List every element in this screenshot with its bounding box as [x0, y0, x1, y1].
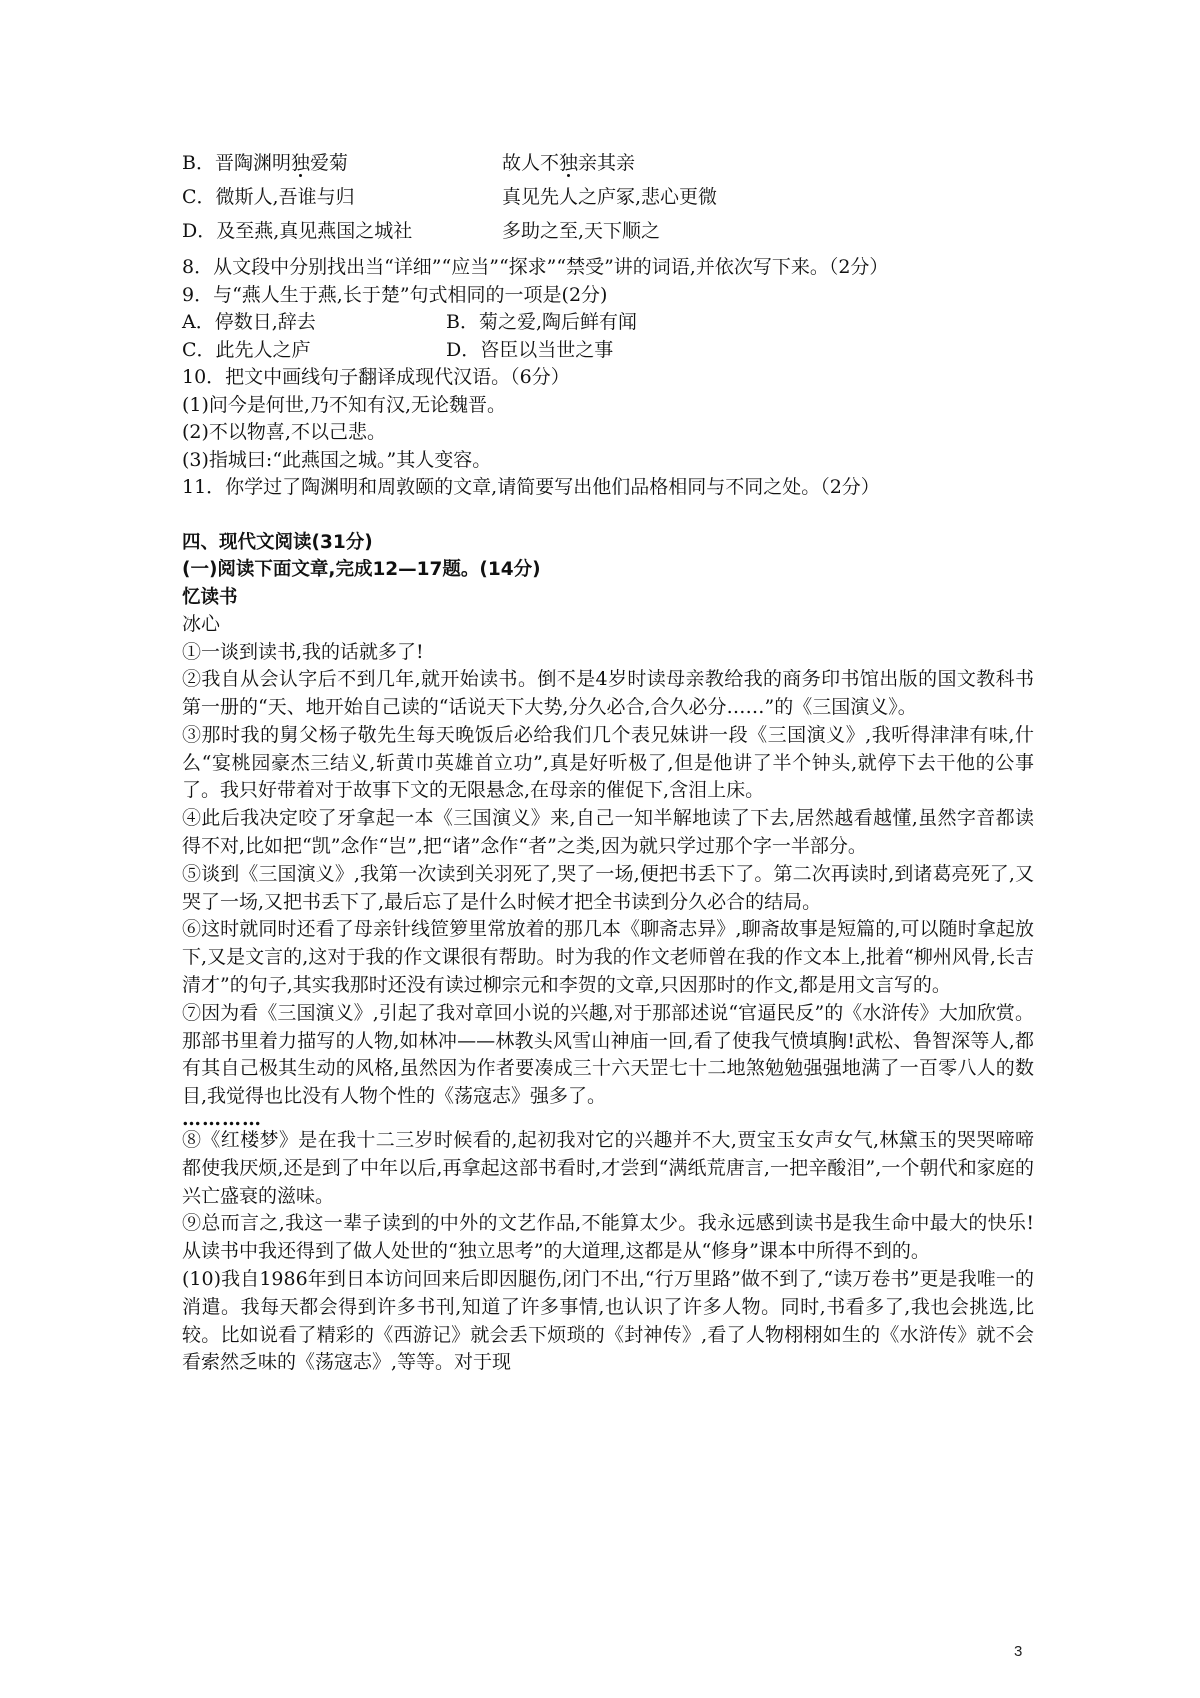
- q9-choice-b: B．菊之爱,陶后鲜有闻: [446, 311, 638, 333]
- question-9: 9．与“燕人生于燕,长于楚”句式相同的一项是(2分): [182, 283, 608, 306]
- question-11: 11．你学过了陶渊明和周敦颐的文章,请简要写出他们品格相同与不同之处。（2分）: [182, 476, 880, 498]
- question-10: 10．把文中画线句子翻译成现代汉语。（6分）: [182, 366, 570, 388]
- section-title: 四、现代文阅读(31分): [182, 531, 373, 553]
- question-8: 8．从文段中分别找出当“详细”“应当”“探求”“禁受”讲的词语,并依次写下来。（2分）: [182, 256, 889, 278]
- option-b-left: B．晋陶渊明独爱菊: [182, 152, 348, 174]
- q10-item-1: (1)问今是何世,乃不知有汉,无论魏晋。: [182, 393, 506, 416]
- paragraph-1: ①一谈到读书,我的话就多了!: [182, 640, 424, 663]
- paragraph-4: ④此后我决定咬了牙拿起一本《三国演义》来,自己一知半解地读了下去,居然越看越懂,虽然字音都读得不对,比如把“凯”念作“岂”,把“诸”念作“者”之类,因为就只学过那个字一半部分。: [182, 807, 1034, 858]
- option-b-right: 故人不独亲其亲: [502, 152, 636, 174]
- paragraph-6: ⑥这时就同时还看了母亲针线笸箩里常放着的那几本《聊斋志异》,聊斋故事是短篇的,可以随时拿起放下,又是文言的,这对于我的作文课很有帮助。时为我的作文老师曾在我的作文本上,批着“柳州风骨,长吉清才”的句子,其实我那时还没有读过柳宗元和李贺的文章,只因那时的作文,都是用文言写的。: [182, 918, 1034, 997]
- q10-item-2: (2)不以物喜,不以己悲。: [182, 421, 386, 443]
- paragraph-5: ⑤谈到《三国演义》,我第一次读到关羽死了,哭了一场,便把书丢下了。第二次再读时,到诸葛亮死了,又哭了一场,又把书丢下了,最后忘了是什么时候才把全书读到分久必合的结局。: [182, 862, 1034, 913]
- article-title: 忆读书: [182, 586, 238, 608]
- paragraph-8: ⑧《红楼梦》是在我十二三岁时候看的,起初我对它的兴趣并不大,贾宝玉女声女气,林黛玉的哭哭啼啼都使我厌烦,还是到了中年以后,再拿起这部书看时,才尝到“满纸荒唐言,一把辛酸泪”,一个朝代和家庭的兴亡盛衰的滋味。: [182, 1129, 1034, 1207]
- option-d-right: 多助之至,天下顺之: [502, 220, 661, 242]
- page-number: 3: [1014, 1643, 1023, 1660]
- option-row-d: [182, 214, 1034, 248]
- q9-choice-row-1: [182, 309, 1034, 337]
- q9-choice-d: D．咨臣以当世之事: [446, 338, 614, 361]
- section-gap: [182, 502, 1034, 529]
- option-row-b: [182, 146, 1034, 180]
- subsection-title: (一)阅读下面文章,完成12—17题。(14分): [182, 559, 541, 580]
- option-c-right: 真见先人之庐冢,悲心更微: [502, 186, 718, 208]
- paragraph-10: (10)我自1986年到日本访问回来后即因腿伤,闭门不出,“行万里路”做不到了,“读万卷书”更是我唯一的消遣。我每天都会得到许多书刊,知道了许多事情,也认识了许多人物。同时,书看多了,我也会挑选,比较。比如说看了精彩的《西游记》就会丢下烦琐的《封神传》,看了人物栩栩如生的《水浒传》就不会看索然乏味的《荡寇志》,等等。对于现: [182, 1268, 1034, 1374]
- q9-choice-row-2: [182, 337, 1034, 365]
- paragraph-9: ⑨总而言之,我这一辈子读到的中外的文艺作品,不能算太少。我永远感到读书是我生命中最大的快乐!从读书中我还得到了做人处世的“独立思考”的大道理,这都是从“修身”课本中所得不到的。: [182, 1212, 1034, 1263]
- option-row-c: [182, 180, 1034, 214]
- q10-item-3: (3)指城曰:“此燕国之城。”其人变容。: [182, 448, 492, 471]
- article-author: 冰心: [182, 613, 221, 635]
- q9-choice-c: C．此先人之庐: [182, 338, 311, 361]
- ellipsis-line: …………: [182, 1108, 262, 1131]
- paragraph-3: ③那时我的舅父杨子敬先生每天晚饭后必给我们几个表兄妹讲一段《三国演义》,我听得津津有味,什么“宴桃园豪杰三结义,斩黄巾英雄首立功”,真是好听极了,但是他讲了半个钟头,就停下去干他的公事了。我只好带着对于故事下文的无限悬念,在母亲的催促下,含泪上床。: [182, 723, 1034, 802]
- paragraph-2: ②我自从会认字后不到几年,就开始读书。倒不是4岁时读母亲教给我的商务印书馆出版的国文教科书第一册的“天、地开始自己读的“话说天下大势,分久必合,合久必分……”的《三国演义》。: [182, 668, 1034, 719]
- paragraph-7: ⑦因为看《三国演义》,引起了我对章回小说的兴趣,对于那部述说“官逼民反”的《水浒传》大加欣赏。那部书里着力描写的人物,如林冲——林教头风雪山神庙一回,看了使我气愤填胸!武松、鲁智深等人,都有其自己极其生动的风格,虽然因为作者要凑成三十六天罡七十二地煞勉勉强强地满了一百零八人的数目,我觉得也比没有人物个性的《荡寇志》强多了。: [182, 1001, 1034, 1108]
- option-d-left: D．及至燕,真见燕国之城社: [182, 220, 413, 242]
- q9-choice-a: A．停数日,辞去: [182, 311, 316, 333]
- page-content: [182, 146, 1034, 1377]
- option-c-left: C．微斯人,吾谁与归: [182, 186, 355, 208]
